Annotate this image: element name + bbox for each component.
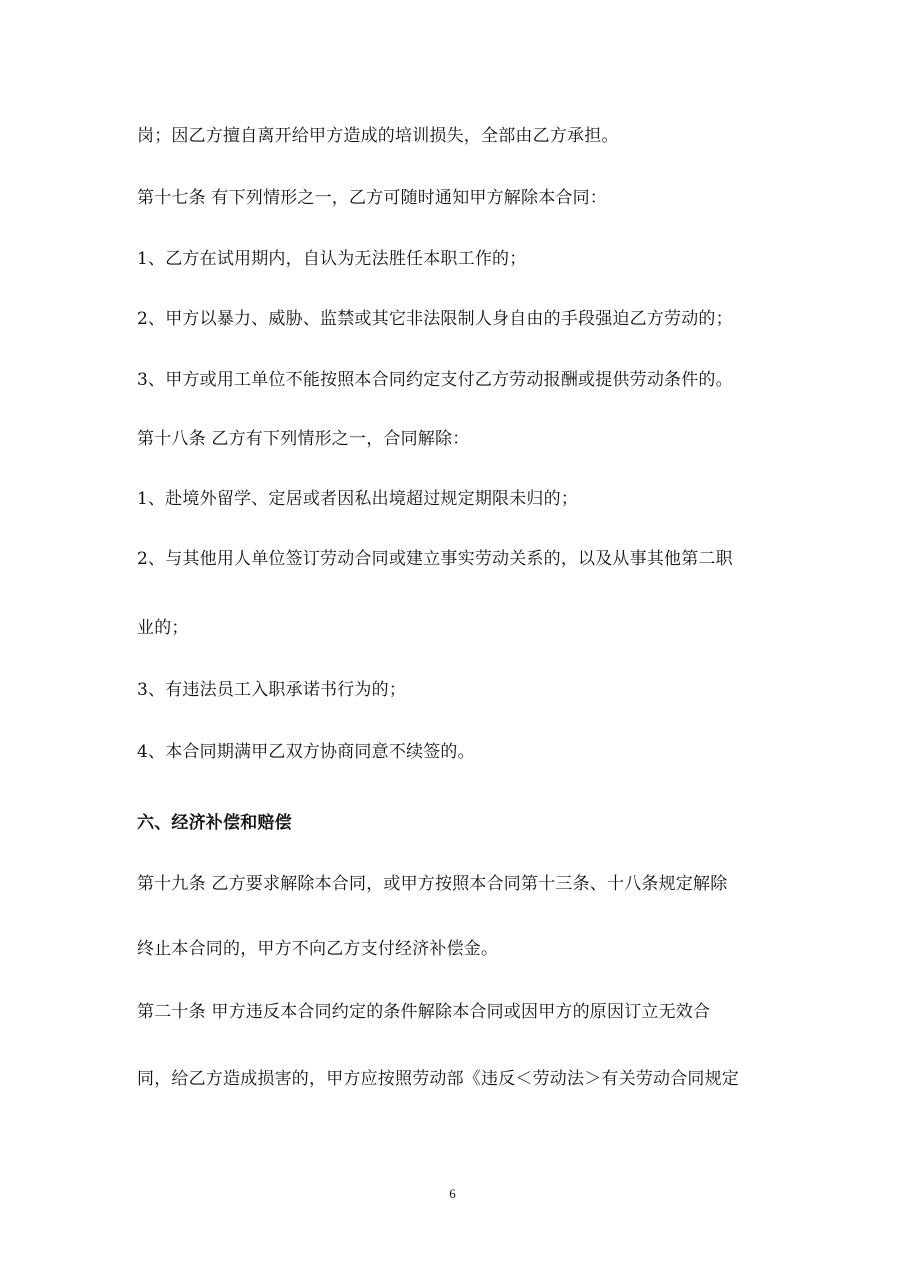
article-18-item-1: 1、赴境外留学、定居或者因私出境超过规定期限未归的；	[137, 489, 579, 509]
page-number: 6	[449, 1186, 456, 1201]
article-18-item-4: 4、本合同期满甲乙双方协商同意不续签的。	[137, 742, 475, 762]
article-19: 第十九条 乙方要求解除本合同，或甲方按照本合同第十三条、十八条规定解除	[137, 874, 728, 894]
article-17-item-2: 2、甲方以暴力、威胁、监禁或其它非法限制人身自由的手段强迫乙方劳动的；	[137, 309, 733, 329]
section-6-heading: 六、经济补偿和赔偿	[137, 813, 292, 833]
article-18-heading: 第十八条 乙方有下列情形之一，合同解除：	[137, 429, 470, 449]
article-20: 第二十条 甲方违反本合同约定的条件解除本合同或因甲方的原因订立无效合	[137, 1002, 711, 1022]
article-18-item-2-continued: 业的；	[137, 618, 189, 638]
text-line-continuation: 岗；因乙方擅自离开给甲方造成的培训损失，全部由乙方承担。	[137, 126, 619, 146]
article-17-heading: 第十七条 有下列情形之一，乙方可随时通知甲方解除本合同：	[137, 188, 608, 208]
article-20-continued: 同，给乙方造成损害的，甲方应按照劳动部《违反＜劳动法＞有关劳动合同规定	[137, 1069, 739, 1089]
article-18-item-3: 3、有违法员工入职承诺书行为的；	[137, 680, 407, 700]
article-19-continued: 终止本合同的，甲方不向乙方支付经济补偿金。	[137, 939, 499, 959]
article-17-item-1: 1、乙方在试用期内，自认为无法胜任本职工作的；	[137, 249, 527, 269]
article-17-item-3: 3、甲方或用工单位不能按照本合同约定支付乙方劳动报酬或提供劳动条件的。	[137, 370, 733, 390]
article-18-item-2: 2、与其他用人单位签订劳动合同或建立事实劳动关系的，以及从事其他第二职	[137, 549, 733, 569]
